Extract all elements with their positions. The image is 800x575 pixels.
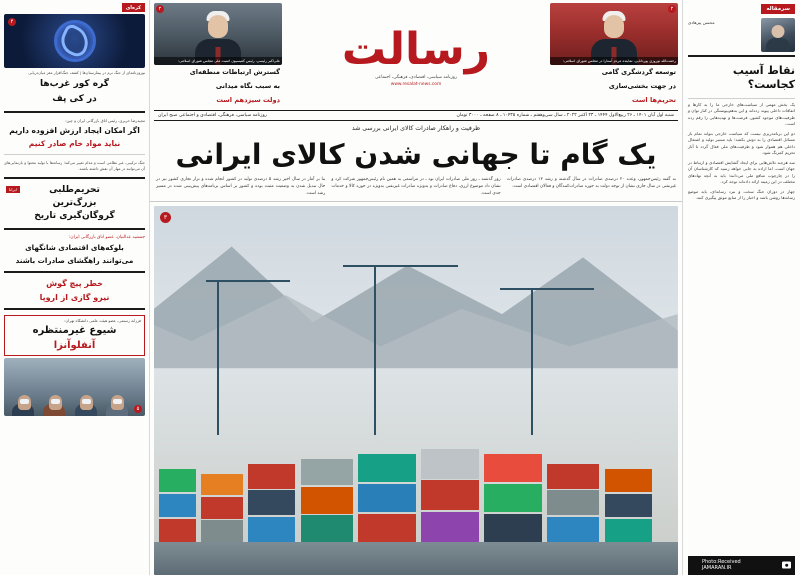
page-number-badge: ۲ xyxy=(156,5,164,13)
editorial-column xyxy=(682,0,800,575)
masthead-left-headline-3: دولت سیزدهم است xyxy=(216,95,280,104)
left-item-2-eyebrow: مجیدرضا حریری، رئیس اتاق بازرگانی ایران و چین: xyxy=(65,117,145,123)
masthead-logo-block xyxy=(286,3,546,107)
left-item-3-headline-3[interactable]: گروگان‌گیری تاریخ xyxy=(34,210,115,221)
left-item-6[interactable] xyxy=(4,315,145,356)
left-news-column xyxy=(0,0,150,575)
face-shape xyxy=(604,15,624,38)
divider xyxy=(4,154,145,155)
left-item-6-headline-1[interactable]: شیوع غیرمنتظره xyxy=(32,325,117,337)
masthead-right-caption: رحمت‌الله نوروزی پوردانایی، نماینده مردم آستارا در مجلس شورای اسلامی: xyxy=(550,57,678,65)
dateline-left: روزنامه سیاسی، فرهنگی، اقتصادی و اجتماعی صبح ایران xyxy=(158,112,267,118)
divider xyxy=(4,308,145,310)
masthead-right-headline-3: تحریم‌ها است xyxy=(631,95,676,104)
editorial-author-row xyxy=(688,18,795,52)
publication-logo: رسالت xyxy=(341,24,491,76)
masthead-right-item[interactable] xyxy=(550,3,678,107)
editorial-kicker: سرمقاله xyxy=(761,4,795,14)
lead-photo xyxy=(154,206,678,575)
lead-photo-page-badge: ۳ xyxy=(160,212,171,223)
container-yard xyxy=(154,376,678,542)
divider xyxy=(4,228,145,230)
divider xyxy=(688,55,795,57)
lead-deck-3: بنا بر آمار در سال اخیر رشد ۵ درصدی تولید در کشور انجام شده و تراز تجاری کشور نیز در حال تبدیل شدن به وضعیت مثبت بوده و کشور بر اساس برنامه‌های پیش‌بینی شده در مسیر رشد است. xyxy=(156,177,326,196)
masthead-left-headline-1: گسترش ارتباطات منطقه‌ای xyxy=(189,68,280,76)
divider xyxy=(688,98,795,99)
page-number-badge: ۴ xyxy=(8,18,16,26)
crane-boom xyxy=(343,265,458,267)
photo-credit-line2: JAMARAN.IR xyxy=(702,565,732,572)
crane-boom xyxy=(500,288,594,290)
masthead-right-headline-1: توسعه گردشگری گامی xyxy=(601,68,676,76)
left-item-5-headline-1[interactable]: خطر پیچ گوش xyxy=(46,279,103,289)
left-item-6-photo xyxy=(4,358,145,416)
dateline-right: شنبه اول آبان ۱۴۰۱ ـ ۲۶ ربیع‌الاول ۱۴۴۴ ـ ۲۳ اکتبر ۲۰۲۲ ـ سال سی‌وهفتم ـ شماره ۱۰۴۳۵ ـ ۸ صفحه ـ ۳۰۰۰ تومان xyxy=(456,112,674,118)
masthead-right-headline-2: در جهت بخشی‌سازی xyxy=(608,81,676,90)
face-shape xyxy=(208,15,228,38)
masthead-left-caption: علی‌اکبر رئیسی، رئیس کمیسیون امنیت ملی مجلس شورای اسلامی: xyxy=(154,57,282,65)
divider xyxy=(4,271,145,273)
left-item-2-body: جنگ ترکیبی، غیر نظامی است و مدام تغییر می‌کند؛ رسانه‌ها با تولید محتوا و بازنمایی‌های آن می‌توانند در مهار آن نقش داشته باشند. xyxy=(4,160,145,172)
left-item-1-headline-2[interactable]: در کی پف xyxy=(52,93,97,104)
lead-deck-row xyxy=(150,177,682,202)
dateline xyxy=(154,110,678,121)
left-item-3[interactable] xyxy=(4,184,145,223)
left-item-3-headline-1[interactable]: تحریم‌طلبی xyxy=(49,184,100,195)
masthead-left-headline-2: به سبب نگاه میدانی xyxy=(215,81,280,90)
left-item-2-headline-1[interactable]: اگر امکان ایجاد ارزش افزوده داریم xyxy=(9,126,140,136)
left-item-3-flag: ایرانا xyxy=(6,186,20,193)
lead-headline[interactable]: یک گام تا جهانی شدن کالای ایرانی xyxy=(175,137,657,171)
editorial-paragraph: یک بخش مهمی از سیاست‌های خارجی ما را به کارها و اتفاقات داخلی پیوند زده‌اند و این به‌هم‌پیوستگی در کنار توان و ظرفیت‌های موجود کشور، فرصت‌ها و تهدیدهایی را رقم زده است. xyxy=(688,101,795,127)
left-column-kicker: کره‌ای xyxy=(122,3,145,12)
left-item-2-headline-2[interactable]: نباید مواد خام صادر کنیم xyxy=(28,139,121,149)
left-item-4-headline-1[interactable]: بلوکه‌های اقتصادی شانگهای xyxy=(25,243,124,253)
left-item-1-photo xyxy=(4,14,145,68)
left-item-1-eyebrow: نوروزنامه‌ای از جنگ نرم در بیمارستان‌ها | کشف جنگ‌افزار مغز میان‌دریایی xyxy=(28,70,145,75)
author-name: محسن پیرهادی xyxy=(688,20,715,25)
left-item-3-headline-2[interactable]: بزرگ‌ترین xyxy=(52,197,97,208)
lead-subdeck: ظرفیت و راهکار صادرات کالای ایرانی بررسی شد xyxy=(351,124,481,132)
left-item-6-eyebrow: فرزانه رستمی، عضو هیئت علمی دانشگاه تهران: xyxy=(64,318,141,324)
masthead-right-photo xyxy=(550,3,678,65)
editorial-paragraph: سه هرچند تلاش‌هایی برای ایجاد گشایش اقتصادی و ارتباط در جهان است، اما اراده به جایی خواهد رسید که کارشناسان آن را در چارچوب منافع ملی می‌دانند؛ باید به آنچه نهادهای مختلف در این زمینه ارائه داده‌اند توجه کرد. xyxy=(688,159,795,185)
photo-credit-line1: Photo:Received xyxy=(702,558,741,565)
left-item-6-headline-2[interactable]: آنفلوآنزا xyxy=(53,339,96,351)
publication-website: www.resalat-news.com xyxy=(390,82,442,88)
water-surface xyxy=(154,542,678,575)
mountain-skyline xyxy=(154,206,678,368)
crane-boom xyxy=(206,280,290,282)
masthead-left-photo xyxy=(154,3,282,65)
photo-credit xyxy=(688,556,795,575)
page-number-badge: ۲ xyxy=(668,5,676,13)
publication-subtitle: روزنامه سیاسی، اقتصادی، فرهنگی، اجتماعی xyxy=(375,75,457,81)
main-column xyxy=(150,0,682,575)
divider xyxy=(4,111,145,113)
editorial-title: نقاط آسیب کجاست؟ xyxy=(732,64,795,92)
camera-icon xyxy=(782,562,791,569)
lead-deck-2: روز گذشته ـ روز ملی صادرات ایران بود ـ در مراسمی به همین نام رئیس‌جمهور شرکت کرد و نشان داد موضوع ارزی، دفاع صادرات و به‌ویژه صادرات غیرنفتی به‌ویژه در حوزه کالا و خدمات جدی است. xyxy=(331,177,501,196)
masthead-left-item[interactable] xyxy=(154,3,282,107)
lead-deck-1: به گفته رئیس‌جمهور، وعده ۲۰ درصدی صادرات در سال گذشته و رشد ۱۳ درصدی صادرات غیرنفتی در سال جاری نشان از توجه دولت به حوزه صادرات‌کنندگان و فعالان اقتصادی است. xyxy=(506,177,676,190)
editorial-paragraph: چهار در دوران جنگ سخت و نبرد رسانه‌ای، باید موضع رسانه‌ها روشن باشد و اخبار را از منابع موثق پیگیری کنند. xyxy=(688,188,795,201)
left-item-4-headline-2[interactable]: می‌توانند راهگشای صادرات باشند xyxy=(15,255,134,265)
divider xyxy=(4,177,145,179)
left-item-5-headline-2[interactable]: نیرو گازی از اروپا xyxy=(39,292,110,302)
masthead xyxy=(150,0,682,107)
author-avatar xyxy=(761,18,795,52)
editorial-paragraph: دو این برنامه‌ریزی نیست که سیاست خارجی بتواند تمام بار مسائل اقتصادی را به دوش بکشد؛ باید مسیر تولید و اشتغال داخلی هم هموار شود و ظرفیت‌های ملی فعال گردد تا آثار تحریم کمرنگ شود. xyxy=(688,130,795,156)
left-item-1-headline-1[interactable]: گره کور غرب‌ها xyxy=(40,78,109,89)
page-number-badge: ۵ xyxy=(134,405,142,413)
left-item-4-eyebrow: جمشید عدالتیان، عضو اتاق بازرگانی ایران: xyxy=(68,234,145,240)
